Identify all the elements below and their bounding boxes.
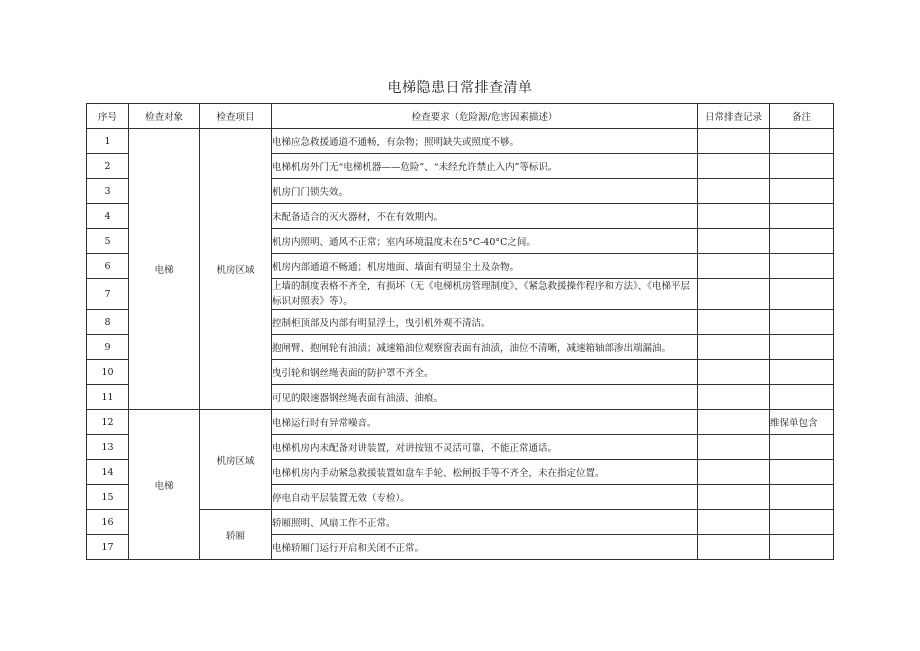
record-cell[interactable] — [698, 229, 770, 254]
requirement-cell: 停电自动平层装置无效（专检）。 — [272, 485, 698, 510]
inspection-table — [86, 103, 834, 560]
row-number: 17 — [87, 535, 129, 560]
remark-cell[interactable] — [770, 229, 834, 254]
row-number: 10 — [87, 360, 129, 385]
record-cell[interactable] — [698, 485, 770, 510]
remark-cell[interactable] — [770, 179, 834, 204]
record-cell[interactable] — [698, 335, 770, 360]
row-number: 12 — [87, 410, 129, 435]
row-number: 2 — [87, 154, 129, 179]
requirement-cell: 机房内部通道不畅通；机房地面、墙面有明显尘土及杂物。 — [272, 254, 698, 279]
record-cell[interactable] — [698, 279, 770, 310]
record-cell[interactable] — [698, 204, 770, 229]
row-number: 4 — [87, 204, 129, 229]
requirement-cell: 电梯轿厢门运行开启和关闭不正常。 — [272, 535, 698, 560]
row-number: 13 — [87, 435, 129, 460]
record-cell[interactable] — [698, 179, 770, 204]
row-number: 3 — [87, 179, 129, 204]
row-number: 6 — [87, 254, 129, 279]
table-row — [87, 410, 834, 435]
record-cell[interactable] — [698, 435, 770, 460]
remark-cell[interactable] — [770, 335, 834, 360]
requirement-cell: 可见的限速器钢丝绳表面有油渍、油痕。 — [272, 385, 698, 410]
header-row — [87, 104, 834, 129]
requirement-cell: 控制柜顶部及内部有明显浮土，曳引机外观不清洁。 — [272, 310, 698, 335]
record-cell[interactable] — [698, 254, 770, 279]
requirement-cell: 未配备适合的灭火器材，不在有效期内。 — [272, 204, 698, 229]
requirement-cell: 电梯机房内手动紧急救援装置如盘车手轮、松闸扳手等不齐全，未在指定位置。 — [272, 460, 698, 485]
remark-cell[interactable] — [770, 204, 834, 229]
table-row — [87, 129, 834, 154]
remark-cell[interactable] — [770, 254, 834, 279]
row-number: 8 — [87, 310, 129, 335]
record-cell[interactable] — [698, 510, 770, 535]
header-seq: 序号 — [87, 104, 129, 129]
remark-cell[interactable] — [770, 129, 834, 154]
row-number: 15 — [87, 485, 129, 510]
remark-cell[interactable] — [770, 535, 834, 560]
header-remark: 备注 — [770, 104, 834, 129]
record-cell[interactable] — [698, 460, 770, 485]
record-cell[interactable] — [698, 410, 770, 435]
item-cell: 机房区域 — [200, 410, 272, 510]
record-cell[interactable] — [698, 535, 770, 560]
remark-cell[interactable] — [770, 154, 834, 179]
row-number: 1 — [87, 129, 129, 154]
header-record: 日常排查记录 — [698, 104, 770, 129]
requirement-cell: 电梯机房外门无“电梯机器——危险”、“未经允许禁止入内”等标识。 — [272, 154, 698, 179]
remark-cell[interactable]: 维保单包含 — [770, 410, 834, 435]
record-cell[interactable] — [698, 360, 770, 385]
table-row — [87, 510, 834, 535]
remark-cell[interactable] — [770, 510, 834, 535]
requirement-cell: 电梯机房内未配备对讲装置，对讲按钮不灵活可靠，不能正常通话。 — [272, 435, 698, 460]
page-title: 电梯隐患日常排查清单 — [387, 80, 533, 96]
row-number: 11 — [87, 385, 129, 410]
header-object: 检查对象 — [129, 104, 200, 129]
requirement-cell: 上墙的制度表格不齐全，有损坏（无《电梯机房管理制度》、《紧急救援操作程序和方法》、《电梯平层标识对照表》等）。 — [272, 279, 698, 310]
record-cell[interactable] — [698, 154, 770, 179]
requirement-cell: 电梯运行时有异常噪音。 — [272, 410, 698, 435]
record-cell[interactable] — [698, 129, 770, 154]
header-item: 检查项目 — [200, 104, 272, 129]
row-number: 14 — [87, 460, 129, 485]
remark-cell[interactable] — [770, 460, 834, 485]
object-cell: 电梯 — [129, 410, 200, 560]
remark-cell[interactable] — [770, 435, 834, 460]
record-cell[interactable] — [698, 310, 770, 335]
item-cell: 机房区域 — [200, 129, 272, 410]
row-number: 5 — [87, 229, 129, 254]
remark-cell[interactable] — [770, 310, 834, 335]
header-requirement: 检查要求（危险源/危害因素描述） — [272, 104, 698, 129]
requirement-cell: 机房门门锁失效。 — [272, 179, 698, 204]
remark-cell[interactable] — [770, 360, 834, 385]
row-number: 7 — [87, 279, 129, 310]
record-cell[interactable] — [698, 385, 770, 410]
remark-cell[interactable] — [770, 279, 834, 310]
requirement-cell: 抱闸臂、抱闸轮有油渍；减速箱油位观察窗表面有油渍，油位不清晰，减速箱轴部渗出端漏油。 — [272, 335, 698, 360]
requirement-cell: 机房内照明、通风不正常；室内环境温度未在5°C-40°C之间。 — [272, 229, 698, 254]
requirement-cell: 曳引轮和钢丝绳表面的防护罩不齐全。 — [272, 360, 698, 385]
requirement-cell: 轿厢照明、风扇工作不正常。 — [272, 510, 698, 535]
remark-cell[interactable] — [770, 485, 834, 510]
object-cell: 电梯 — [129, 129, 200, 410]
row-number: 16 — [87, 510, 129, 535]
requirement-cell: 电梯应急救援通道不通畅，有杂物；照明缺失或照度不够。 — [272, 129, 698, 154]
item-cell: 轿厢 — [200, 510, 272, 560]
remark-cell[interactable] — [770, 385, 834, 410]
row-number: 9 — [87, 335, 129, 360]
